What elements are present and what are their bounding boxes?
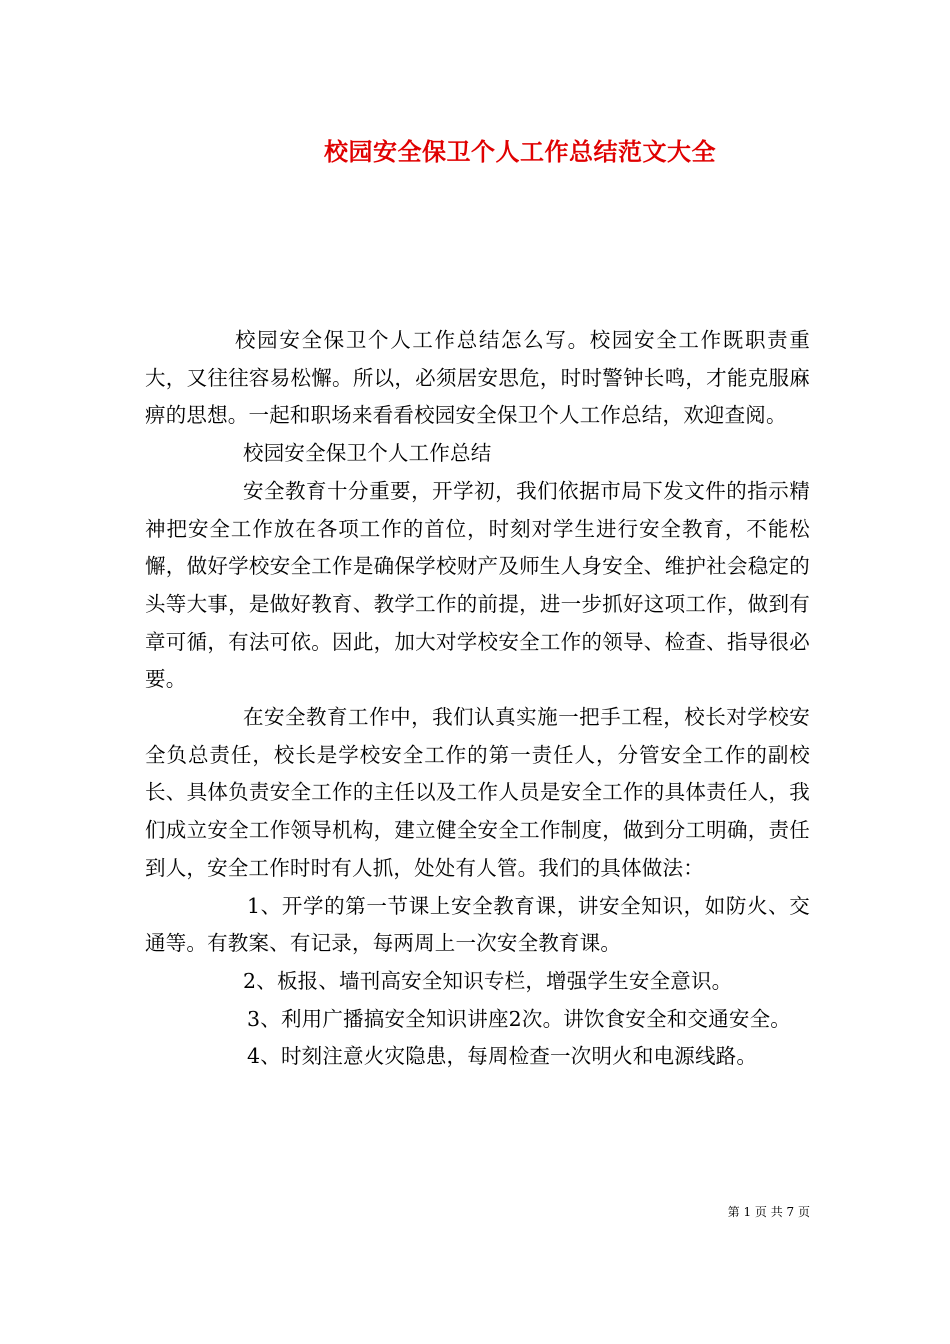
list-item-1: 1、开学的第一节课上安全教育课，讲安全知识，如防火、交通等。有教案、有记录，每两周上一次安全教育课。: [145, 893, 810, 956]
intro-paragraph: 校园安全保卫个人工作总结怎么写。校园安全工作既职责重大，又往往容易松懈。所以，必须居安思危，时时警钟长鸣，才能克服麻痹的思想。一起和职场来看看校园安全保卫个人工作总结，欢迎查阅。: [145, 328, 810, 428]
paragraph-safety-education: 安全教育十分重要，开学初，我们依据市局下发文件的指示精神把安全工作放在各项工作的首位，时刻对学生进行安全教育，不能松懈，做好学校安全工作是确保学校财产及师生人身安全、维护社会稳定的头等大事，是做好教育、教学工作的前提，进一步抓好这项工作，做到有章可循，有法可依。因此，加大对学校安全工作的领导、检查、指导很必要。: [145, 478, 810, 692]
document-body: [145, 322, 810, 1076]
section-heading: 校园安全保卫个人工作总结: [243, 441, 492, 466]
document-title: 校园安全保卫个人工作总结范文大全: [324, 137, 716, 166]
paragraph-responsibility: 在安全教育工作中，我们认真实施一把手工程，校长对学校安全负总责任，校长是学校安全工作的第一责任人，分管安全工作的副校长、具体负责安全工作的主任以及工作人员是安全工作的具体责任人，我们成立安全工作领导机构，建立健全安全工作制度，做到分工明确，责任到人，安全工作时时有人抓，处处有人管。我们的具体做法：: [145, 705, 810, 880]
list-item-2: 2、板报、墙刊高安全知识专栏，增强学生安全意识。: [243, 968, 733, 993]
list-item-3: 3、利用广播搞安全知识讲座2次。讲饮食安全和交通安全。: [247, 1006, 791, 1031]
page-number-footer: 第 1 页 共 7 页: [727, 1205, 810, 1219]
list-item-4: 4、时刻注意火灾隐患，每周检查一次明火和电源线路。: [247, 1044, 758, 1069]
